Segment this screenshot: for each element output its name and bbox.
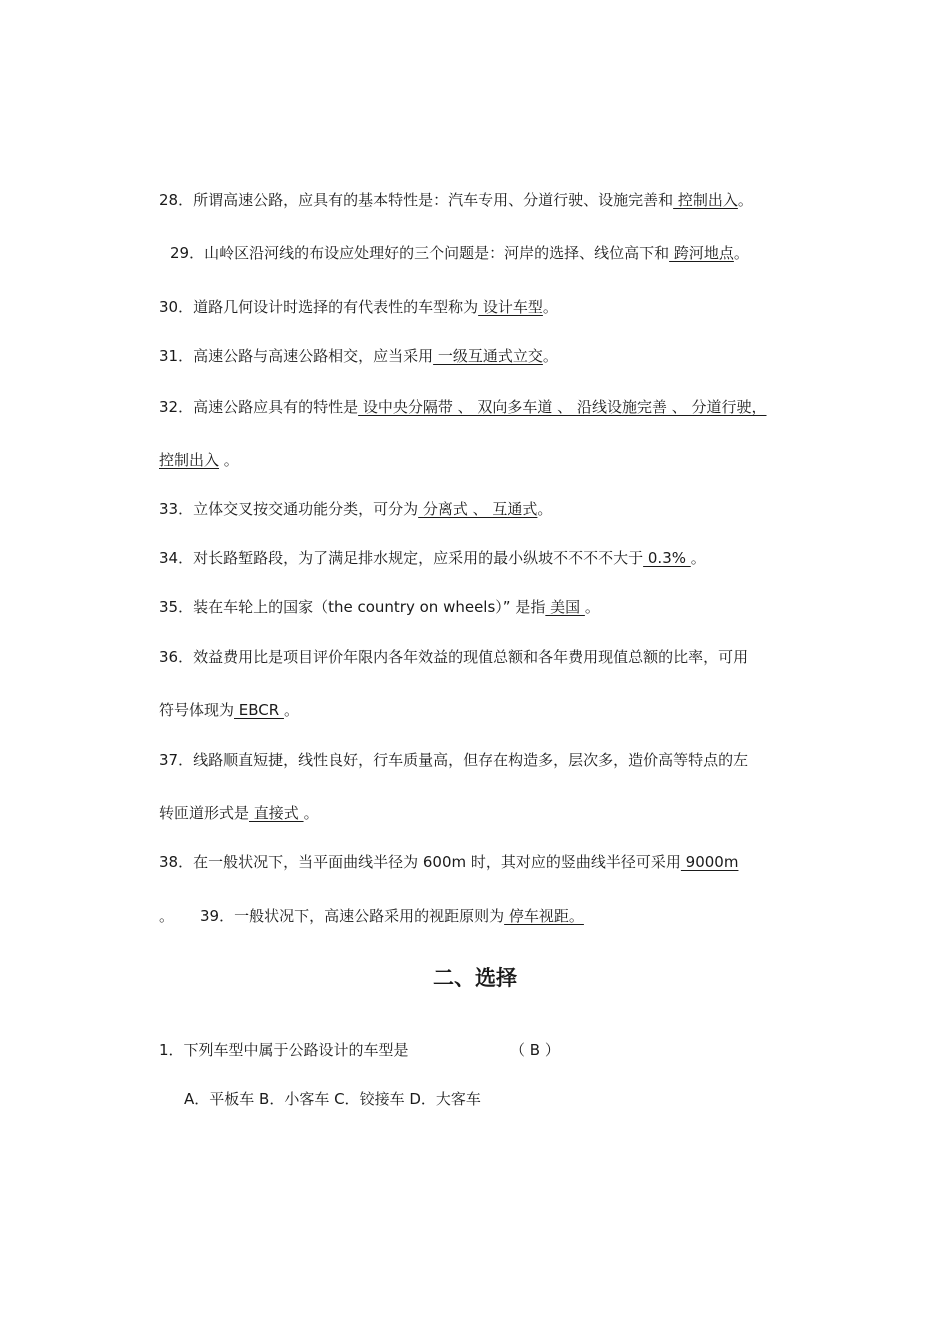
question-number: 37． — [159, 751, 194, 769]
answer-blank: 停车视距。 — [504, 907, 584, 925]
question-text: 下列车型中属于公路设计的车型是 — [183, 1041, 409, 1059]
question-36-continued — [159, 700, 299, 720]
question-number: 29． — [170, 244, 205, 262]
answer-blank: 分离式 、 互通式 — [418, 500, 538, 518]
question-number: 34． — [159, 549, 194, 567]
answer-blank: 一级互通式立交 — [433, 347, 543, 365]
choice-answer: （ B ） — [510, 1041, 560, 1059]
question-text: 立体交叉按交通功能分类，可分为 — [193, 500, 419, 518]
answer-blank: 0.3% — [643, 549, 691, 567]
question-32 — [159, 397, 767, 417]
question-end: 。 — [219, 451, 239, 469]
answer-blank: 设中央分隔带 、 双向多车道 、 沿线设施完善 、 分道行驶， — [358, 398, 767, 416]
question-number: 36． — [159, 648, 194, 666]
question-29 — [170, 243, 749, 263]
question-text: 对长路堑路段，为了满足排水规定，应采用的最小纵坡不不不不大于 — [193, 549, 644, 567]
question-number: 31． — [159, 347, 194, 365]
answer-blank: 9000m — [680, 853, 739, 871]
question-end: 。 — [690, 549, 706, 567]
question-text: 装在车轮上的国家（the country on wheels）” 是指 — [193, 598, 546, 616]
question-end: 。 — [159, 907, 175, 925]
question-end: 。 — [542, 298, 558, 316]
question-number: 30． — [159, 298, 194, 316]
answer-blank: EBCR — [234, 701, 284, 719]
section-title: 二、选择 — [433, 966, 517, 990]
question-33 — [159, 499, 552, 519]
question-number: 33． — [159, 500, 194, 518]
answer-blank: 美国 — [545, 598, 585, 616]
question-text: 高速公路应具有的特性是 — [193, 398, 359, 416]
question-37-continued — [159, 803, 319, 823]
question-34 — [159, 548, 706, 568]
question-28 — [159, 190, 753, 210]
answer-blank: 跨河地点 — [669, 244, 734, 262]
question-text: 高速公路与高速公路相交，应当采用 — [193, 347, 434, 365]
question-38 — [159, 852, 738, 872]
question-end: 。 — [737, 191, 753, 209]
question-end: 。 — [542, 347, 558, 365]
question-number: 38． — [159, 853, 194, 871]
answer-blank: 控制出入 — [159, 451, 220, 469]
question-end: 。 — [733, 244, 749, 262]
question-number: 35． — [159, 598, 194, 616]
question-number: 28． — [159, 191, 194, 209]
answer-blank: 控制出入 — [673, 191, 738, 209]
question-text: 效益费用比是项目评价年限内各年效益的现值总额和各年费用现值总额的比率，可用 — [193, 648, 749, 666]
question-number: 32． — [159, 398, 194, 416]
question-text: 符号体现为 — [159, 701, 235, 719]
question-30 — [159, 297, 558, 317]
question-number: 39． — [200, 907, 235, 925]
answer-blank: 直接式 — [249, 804, 304, 822]
question-36 — [159, 647, 748, 667]
question-end: 。 — [584, 598, 600, 616]
question-end: 。 — [303, 804, 319, 822]
question-text: 转匝道形式是 — [159, 804, 250, 822]
question-37 — [159, 750, 748, 770]
question-text: 线路顺直短捷，线性良好，行车质量高，但存在构造多，层次多，造价高等特点的左 — [193, 751, 749, 769]
question-text: 在一般状况下，当平面曲线半径为 600m 时，其对应的竖曲线半径可采用 — [193, 853, 681, 871]
question-35 — [159, 597, 600, 617]
choice-options: A．平板车 B．小客车 C．铰接车 D．大客车 — [184, 1090, 481, 1108]
question-31 — [159, 346, 558, 366]
choice-question-1 — [159, 1040, 409, 1060]
question-end: 。 — [537, 500, 553, 518]
answer-blank: 设计车型 — [478, 298, 543, 316]
question-text: 所谓高速公路，应具有的基本特性是：汽车专用、分道行驶、设施完善和 — [193, 191, 674, 209]
question-number: 1． — [159, 1041, 184, 1059]
question-text: 道路几何设计时选择的有代表性的车型称为 — [193, 298, 479, 316]
question-text: 山岭区沿河线的布设应处理好的三个问题是：河岸的选择、线位高下和 — [204, 244, 670, 262]
question-32-continued — [159, 450, 239, 470]
question-end: 。 — [283, 701, 299, 719]
question-38-39 — [159, 906, 584, 926]
question-text: 一般状况下，高速公路采用的视距原则为 — [234, 907, 505, 925]
